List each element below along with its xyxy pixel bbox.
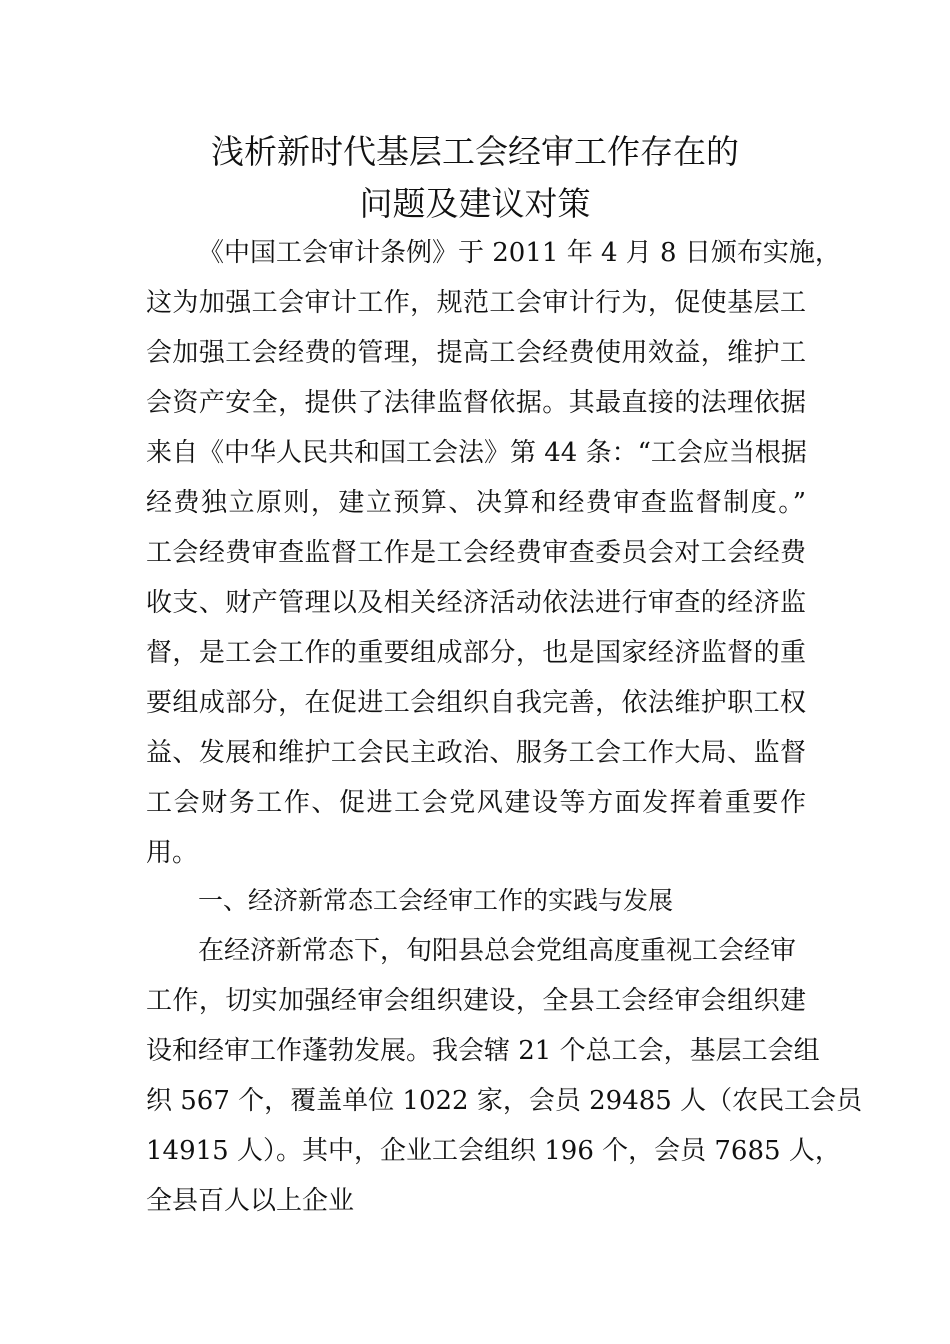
paragraph-1-line-9: 督，是工会工作的重要组成部分，也是国家经济监督的重 — [146, 638, 806, 668]
paragraph-1-line-7: 工会经费审查监督工作是工会经费审查委员会对工会经费 — [146, 538, 806, 568]
paragraph-2-line-1: 在经济新常态下，旬阳县总会党组高度重视工会经审 — [198, 936, 797, 966]
paragraph-1-line-5: 来自《中华人民共和国工会法》第 44 条：“工会应当根据 — [146, 438, 807, 468]
paragraph-1-line-8: 收支、财产管理以及相关经济活动依法进行审查的经济监 — [146, 588, 806, 618]
paragraph-1-line-1: 《中国工会审计条例》于 2011 年 4 月 8 日颁布实施， — [198, 238, 841, 268]
paragraph-1-line-3: 会加强工会经费的管理，提高工会经费使用效益，维护工 — [146, 338, 806, 368]
paragraph-2-line-6: 全县百人以上企业 — [146, 1186, 355, 1216]
paragraph-2-line-4: 织 567 个，覆盖单位 1022 家，会员 29485 人（农民工会员 — [146, 1086, 863, 1116]
document-title-line-2: 问题及建议对策 — [359, 184, 591, 223]
paragraph-1-line-13: 用。 — [146, 838, 199, 868]
paragraph-1-line-4: 会资产安全，提供了法律监督依据。其最直接的法理依据 — [146, 388, 806, 418]
paragraph-1-line-12: 工会财务工作、促进工会党风建设等方面发挥着重要作 — [146, 788, 806, 818]
paragraph-2-line-2: 工作，切实加强经审会组织建设，全县工会经审会组织建 — [146, 986, 806, 1016]
paragraph-1-line-10: 要组成部分，在促进工会组织自我完善，依法维护职工权 — [146, 688, 806, 718]
document-title-line-1: 浅析新时代基层工会经审工作存在的 — [211, 132, 739, 171]
section-1-heading: 一、经济新常态工会经审工作的实践与发展 — [198, 886, 674, 915]
paragraph-2-line-3: 设和经审工作蓬勃发展。我会辖 21 个总工会，基层工会组 — [146, 1036, 820, 1066]
paragraph-1-line-11: 益、发展和维护工会民主政治、服务工会工作大局、监督 — [146, 738, 806, 768]
paragraph-1-line-6: 经费独立原则，建立预算、决算和经费审查监督制度。” — [146, 488, 806, 518]
paragraph-1-line-2: 这为加强工会审计工作，规范工会审计行为，促使基层工 — [146, 288, 806, 318]
paragraph-2-line-5: 14915 人）。其中，企业工会组织 196 个，会员 7685 人， — [146, 1136, 841, 1166]
